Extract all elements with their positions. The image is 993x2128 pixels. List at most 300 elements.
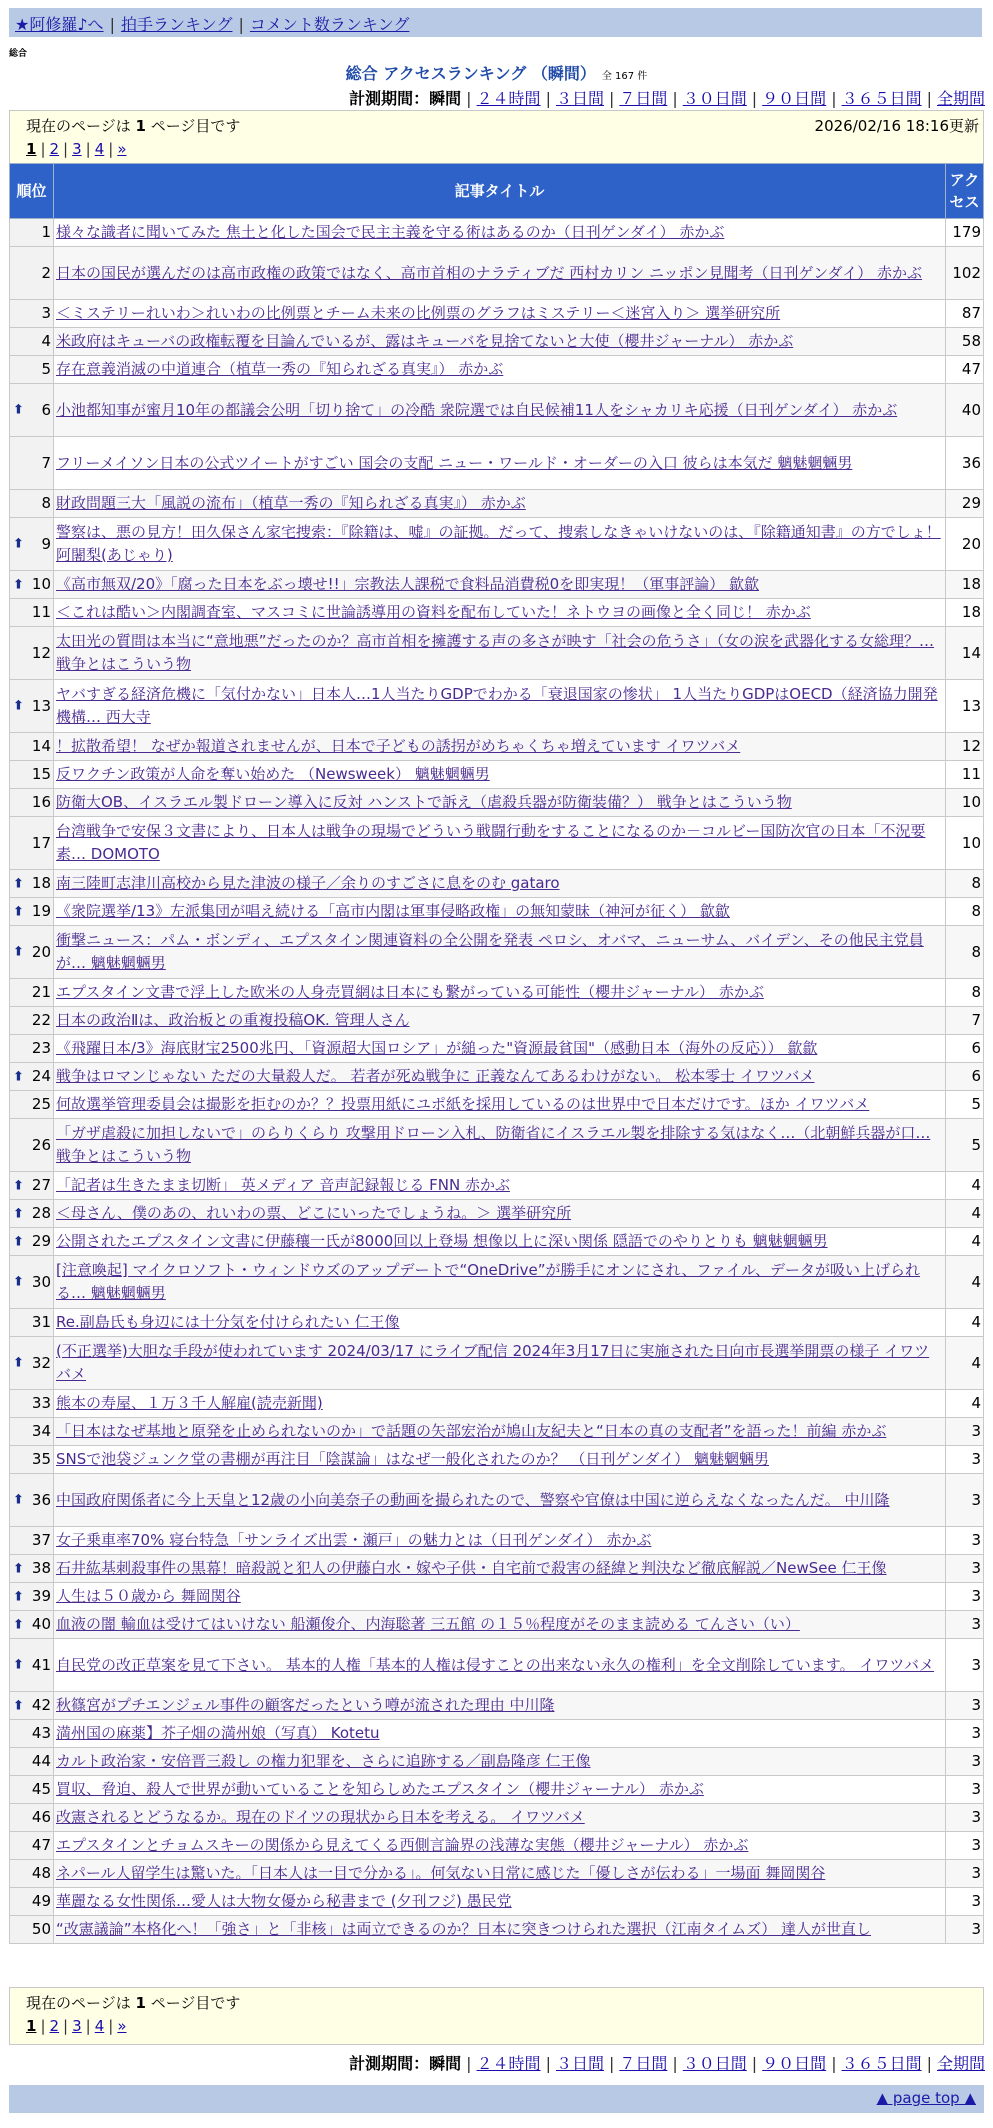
article-title-link[interactable]: 太田光の質問は本当に“意地悪”だったのか？高市首相を擁護する声の多さが映す「社会の危うさ」（女の涙を武器化する女総理？… 戦争とはこういう物 (56, 632, 935, 673)
pagination-link[interactable]: 2 (49, 2017, 60, 2035)
period-option-link[interactable]: ３６５日間 (841, 89, 922, 108)
table-row (10, 1611, 984, 1639)
period-separator: | (672, 89, 678, 108)
title-cell (54, 1888, 946, 1916)
rank-cell (10, 247, 54, 300)
table-row (10, 356, 984, 384)
access-count: 3 (946, 1639, 984, 1692)
article-title-link[interactable]: “改憲議論”本格化へ！「強さ」と「非核」は両立できるのか？日本に突きつけられた選択（江南タイムズ） 達人が世直し (56, 1920, 872, 1938)
access-count: 3 (946, 1720, 984, 1748)
article-title-link[interactable]: ＜これは酷い＞内閣調査室、マスコミに世論誘導用の資料を配布していた！ネトウヨの画像と全く同じ！ 赤かぶ (56, 603, 811, 621)
article-title-link[interactable]: 買収、脅迫、殺人で世界が動いていることを知らしめたエプスタイン（櫻井ジャーナル） 赤かぶ (56, 1780, 704, 1798)
rank-cell (10, 1228, 54, 1256)
nav-separator: | (109, 15, 115, 34)
article-title-link[interactable]: 反ワクチン政策が人命を奪い始めた （Newsweek） 魑魅魍魎男 (56, 765, 490, 783)
rank-number: 40 (31, 1615, 51, 1633)
pagination-link[interactable]: » (117, 2017, 127, 2035)
pagination-separator: | (40, 2017, 46, 2035)
title-cell (54, 1063, 946, 1091)
access-count: 3 (946, 1888, 984, 1916)
rank-up-arrow-icon: ⬆ (13, 1234, 24, 1249)
rank-cell (10, 1063, 54, 1091)
rank-number: 47 (31, 1836, 51, 1854)
table-row (10, 1474, 984, 1527)
article-title-link[interactable]: 防衛大OB、イスラエル製ドローン導入に反対 ハンストで訴え（虐殺兵器が防衛装備？） 戦争とはこういう物 (56, 793, 792, 811)
header-title: 記事タイトル (54, 164, 946, 219)
period-option-link[interactable]: ３日間 (555, 89, 604, 108)
table-row (10, 1256, 984, 1309)
table-row (10, 1555, 984, 1583)
access-count: 12 (946, 733, 984, 761)
article-title-link[interactable]: 女子乗車率70% 寝台特急「サンライズ出雲・瀬戸」の魅力とは（日刊ゲンダイ） 赤かぶ (56, 1531, 652, 1549)
access-count: 3 (946, 1748, 984, 1776)
period-option-link[interactable]: ９０日間 (762, 89, 827, 108)
title-cell (54, 1804, 946, 1832)
rank-up-arrow-icon: ⬆ (13, 1069, 24, 1084)
rank-cell (10, 1804, 54, 1832)
rank-cell (10, 627, 54, 680)
article-title-link[interactable]: 小池都知事が蜜月10年の都議会公明「切り捨て」の冷酷 衆院選では自民候補11人をシャカリキ応援（日刊ゲンダイ） 赤かぶ (56, 400, 898, 419)
rank-cell (10, 1091, 54, 1119)
rank-up-arrow-icon: ⬆ (13, 1274, 24, 1290)
article-title-link[interactable]: 改憲されるとどうなるか。現在のドイツの現状から日本を考える。 イワツバメ (56, 1808, 585, 1826)
nav-separator: | (238, 15, 244, 34)
rank-number: 28 (31, 1204, 51, 1222)
title-cell (54, 898, 946, 926)
title-cell (54, 518, 946, 571)
rank-up-arrow-icon: ⬆ (13, 1561, 24, 1576)
rank-number: 3 (41, 304, 51, 322)
access-count: 179 (946, 219, 984, 247)
current-page-post: ページ目です (150, 117, 241, 135)
title-cell (54, 1583, 946, 1611)
rank-number: 43 (31, 1724, 51, 1742)
rank-cell (10, 1583, 54, 1611)
article-title-link[interactable]: 満州国の麻薬】芥子畑の満州娘（写真） Kotetu (56, 1724, 380, 1742)
rank-up-arrow-icon: ⬆ (13, 577, 24, 592)
article-title-link[interactable]: 《高市無双/20》「腐った日本をぶっ壊せ!!」宗教法人課税で食料品消費税0を即実現！（軍事評論） 歙歙 (56, 575, 759, 593)
table-row (10, 571, 984, 599)
article-title-link[interactable]: 熊本の寿屋、１万３千人解雇(読売新聞) (56, 1394, 323, 1412)
article-title-link[interactable]: 衝撃ニュース：パム・ボンディ、エプスタイン関連資料の全公開を発表 ペロシ、オバマ、ニューサム、バイデン、その他民主党員が… 魑魅魍魎男 (56, 931, 924, 972)
rank-cell (10, 384, 54, 437)
period-option-link[interactable]: ３０日間 (682, 2054, 747, 2073)
rank-cell (10, 1309, 54, 1337)
article-title-link[interactable]: 台湾戦争で安保３文書により、日本人は戦争の現場でどういう戦闘行動をすることになるのか－コルビー国防次官の日本「不況要素… DOMOTO (56, 822, 926, 863)
title-cell (54, 1007, 946, 1035)
article-title-link[interactable]: (不正選挙)大胆な手段が使われています 2024/03/17 にライブ配信 2024年3月17日に実施された日向市長選挙開票の様子 イワツバメ (56, 1342, 930, 1383)
current-page-number: 1 (135, 1994, 146, 2012)
access-count: 3 (946, 1583, 984, 1611)
access-count: 3 (946, 1446, 984, 1474)
rank-number: 29 (31, 1232, 51, 1250)
updated-timestamp: 2026/02/16 18:16更新 (814, 117, 979, 135)
title-cell (54, 219, 946, 247)
pagination-link[interactable]: 3 (72, 2017, 82, 2035)
pagination-link[interactable]: 3 (72, 140, 82, 158)
rank-number: 39 (31, 1587, 51, 1605)
rank-number: 26 (31, 1135, 51, 1154)
page-top-link[interactable]: ▲ page top ▲ (876, 2089, 976, 2107)
rank-cell (10, 490, 54, 518)
article-title-link[interactable]: 財政問題三大「風説の流布」（植草一秀の『知られざる真実』） 赤かぶ (56, 494, 526, 512)
access-count: 4 (946, 1256, 984, 1309)
rank-number: 35 (31, 1450, 51, 1468)
access-count: 4 (946, 1228, 984, 1256)
article-title-link[interactable]: 日本の政治Ⅱは、政治板との重複投稿OK. 管理人さん (56, 1011, 410, 1029)
table-row (10, 627, 984, 680)
period-label: 計測期間： (349, 89, 430, 108)
period-separator: | (751, 89, 758, 108)
rank-cell (10, 300, 54, 328)
title-cell (54, 926, 946, 979)
article-title-link[interactable]: 警察は、悪の見方！田久保さん家宅捜索：『除籍は、嘘』の証拠。だって、捜索しなきゃいけないのは、『除籍通知書』の方でしょ！ 阿闍梨(あじゃり) (56, 523, 941, 564)
article-title-link[interactable]: ！拡散希望！ なぜか報道されませんが、日本で子どもの誘拐がめちゃくちゃ増えています イワツバメ (56, 737, 741, 755)
article-title-link[interactable]: 石井紘基刺殺事件の黒幕！暗殺説と犯人の伊藤白水・嫁や子供・自宅前で殺害の経緯と判決など徹底解説／NewSee 仁王像 (56, 1559, 887, 1577)
ranking-title: 総合 アクセスランキング （瞬間） (345, 64, 596, 83)
article-title-link[interactable]: エプスタインとチョムスキーの関係から見えてくる西側言論界の浅薄な実態（櫻井ジャーナル） 赤かぶ (56, 1836, 749, 1854)
rank-up-arrow-icon: ⬆ (13, 1492, 24, 1508)
rank-number: 41 (31, 1655, 51, 1674)
period-separator: | (545, 89, 551, 108)
title-cell (54, 1748, 946, 1776)
table-row (10, 870, 984, 898)
access-count: 8 (946, 926, 984, 979)
article-title-link[interactable]: ＜ミステリーれいわ＞れいわの比例票とチーム未来の比例票のグラフはミステリー＜迷宮入り＞ 選挙研究所 (56, 304, 781, 322)
title-cell (54, 599, 946, 627)
title-cell (54, 1611, 946, 1639)
title-cell (54, 1446, 946, 1474)
rank-number: 21 (31, 983, 51, 1001)
article-title-link[interactable]: 《飛躍日本/3》海底財宝2500兆円、「資源超大国ロシア」が縋った"資源最貧国"（感動日本（海外の反応）） 歙歙 (56, 1039, 818, 1057)
rank-number: 25 (31, 1095, 51, 1113)
article-title-link[interactable]: エプスタイン文書で浮上した欧米の人身売買網は日本にも繋がっている可能性（櫻井ジャーナル） 赤かぶ (56, 983, 764, 1001)
pagination-separator: | (108, 2017, 114, 2035)
current-page-number: 1 (135, 117, 146, 135)
title-cell (54, 1309, 946, 1337)
period-separator: | (926, 2054, 932, 2073)
rank-number: 15 (31, 765, 51, 783)
nav-link-asyura[interactable]: ★阿修羅♪へ (15, 15, 104, 34)
table-row (10, 1639, 984, 1692)
title-cell (54, 1228, 946, 1256)
period-label: 計測期間： (349, 2054, 430, 2073)
table-row (10, 1063, 984, 1091)
rank-up-arrow-icon: ⬆ (13, 1206, 24, 1221)
rank-cell (10, 1692, 54, 1720)
ranking-table (9, 163, 984, 1944)
title-cell (54, 384, 946, 437)
access-count: 4 (946, 1390, 984, 1418)
period-option-current: 瞬間 (429, 2054, 462, 2073)
period-separator: | (466, 2054, 472, 2073)
access-count: 8 (946, 898, 984, 926)
rank-cell (10, 1446, 54, 1474)
table-row (10, 490, 984, 518)
title-cell (54, 1256, 946, 1309)
article-title-link[interactable]: 人生は５０歳から 舞岡関谷 (56, 1587, 241, 1605)
article-title-link[interactable]: 公開されたエプスタイン文書に伊藤穰一氏が8000回以上登場 想像以上に深い関係 隠語でのやりとりも 魑魅魍魎男 (56, 1232, 828, 1250)
title-cell (54, 1832, 946, 1860)
page-info-bottom (9, 1987, 984, 2045)
table-row (10, 1583, 984, 1611)
period-option-link[interactable]: ７日間 (619, 2054, 668, 2073)
rank-cell (10, 817, 54, 870)
rank-cell (10, 1390, 54, 1418)
pagination-link[interactable]: » (117, 140, 127, 158)
title-cell (54, 1776, 946, 1804)
period-separator: | (672, 2054, 678, 2073)
pagination-separator: | (85, 2017, 91, 2035)
table-row (10, 1720, 984, 1748)
access-count: 6 (946, 1063, 984, 1091)
access-count: 4 (946, 1172, 984, 1200)
rank-cell (10, 1337, 54, 1390)
article-title-link[interactable]: 日本の国民が選んだのは高市政権の政策ではなく、高市首相のナラティブだ 西村カリン ニッポン見聞考（日刊ゲンダイ） 赤かぶ (56, 263, 923, 282)
rank-number: 11 (31, 603, 51, 621)
article-title-link[interactable]: [注意喚起] マイクロソフト・ウィンドウズのアップデートで“OneDrive”が勝手にオンにされ、ファイル、データが吸い上げられる… 魑魅魍魎男 (56, 1261, 920, 1302)
article-title-link[interactable]: 存在意義消滅の中道連合（植草一秀の『知られざる真実』） 赤かぶ (56, 360, 504, 378)
nav-link-applause-ranking[interactable]: 拍手ランキング (120, 15, 233, 34)
rank-cell (10, 1256, 54, 1309)
page-title (0, 61, 993, 84)
article-title-link[interactable]: 「記者は生きたまま切断」 英メディア 音声記録報じる FNN 赤かぶ (56, 1176, 510, 1194)
rank-cell (10, 733, 54, 761)
rank-cell (10, 1007, 54, 1035)
rank-number: 23 (31, 1039, 51, 1057)
title-cell (54, 356, 946, 384)
article-title-link[interactable]: Re.副島氏も身辺には十分気を付けられたい 仁王像 (56, 1313, 400, 1331)
access-count: 5 (946, 1091, 984, 1119)
article-title-link[interactable]: 血液の闇 輸血は受けてはいけない 船瀬俊介、内海聡著 三五館 の１５％程度がそのまま読める てんさい（い） (56, 1615, 800, 1633)
title-cell (54, 247, 946, 300)
current-page-post: ページ目です (150, 1994, 241, 2012)
access-count: 5 (946, 1119, 984, 1172)
footer-bar (9, 2085, 984, 2113)
pagination-separator: | (108, 140, 114, 158)
rank-number: 18 (31, 874, 51, 892)
article-title-link[interactable]: 秋篠宮がプチエンジェル事件の顧客だったという噂が流された理由 中川隆 (56, 1696, 555, 1714)
title-cell (54, 1091, 946, 1119)
pagination-current: 1 (26, 140, 37, 158)
rank-cell (10, 328, 54, 356)
pagination (26, 2017, 967, 2035)
table-row (10, 384, 984, 437)
rank-number: 37 (31, 1531, 51, 1549)
rank-number: 6 (41, 400, 51, 419)
period-option-current: 瞬間 (429, 89, 462, 108)
rank-number: 42 (31, 1696, 51, 1714)
article-title-link[interactable]: ネパール人留学生は驚いた。「日本人は一目で分かる」。何気ない日常に感じた「優しさが伝わる」一場面 舞岡関谷 (56, 1864, 826, 1882)
period-option-link[interactable]: ３６５日間 (841, 2054, 922, 2073)
access-count: 3 (946, 1916, 984, 1944)
access-count: 102 (946, 247, 984, 300)
access-count: 47 (946, 356, 984, 384)
rank-number: 36 (31, 1490, 51, 1509)
article-title-link[interactable]: 《衆院選挙/13》左派集団が唱え続ける「高市内閣は軍事侵略政権」の無知蒙昧（神河が征く） 歙歙 (56, 902, 730, 920)
table-row (10, 219, 984, 247)
period-option-link[interactable]: 全期間 (936, 89, 985, 108)
access-count: 4 (946, 1309, 984, 1337)
rank-cell (10, 356, 54, 384)
table-row (10, 680, 984, 733)
rank-up-arrow-icon: ⬆ (13, 1355, 24, 1371)
table-row (10, 1200, 984, 1228)
title-cell (54, 1720, 946, 1748)
access-count: 3 (946, 1804, 984, 1832)
access-count: 3 (946, 1832, 984, 1860)
table-row (10, 898, 984, 926)
access-count: 18 (946, 571, 984, 599)
access-count: 3 (946, 1611, 984, 1639)
access-count: 87 (946, 300, 984, 328)
article-title-link[interactable]: フリーメイソン日本の公式ツイートがすごい 国会の支配 ニュー・ワールド・オーダーの入口 彼らは本気だ 魑魅魍魎男 (56, 453, 853, 472)
period-option-link[interactable]: ３０日間 (682, 89, 747, 108)
article-title-link[interactable]: カルト政治家・安倍晋三殺し の権力犯罪を、さらに追跡する／副島隆彦 仁王像 (56, 1752, 591, 1770)
pagination-link[interactable]: 2 (49, 140, 60, 158)
rank-up-arrow-icon: ⬆ (13, 1698, 24, 1713)
table-row (10, 1007, 984, 1035)
period-separator: | (831, 89, 837, 108)
table-row (10, 926, 984, 979)
rank-cell (10, 761, 54, 789)
rank-number: 16 (31, 793, 51, 811)
period-option-link[interactable]: ３日間 (555, 2054, 604, 2073)
current-page-pre: 現在のページは (26, 117, 131, 135)
access-count: 6 (946, 1035, 984, 1063)
period-option-link[interactable]: 全期間 (936, 2054, 985, 2073)
article-title-link[interactable]: 自民党の改正草案を見て下さい。 基本的人権「基本的人権は侵すことの出来ない永久の権利」を全文削除しています。 イワツバメ (56, 1655, 935, 1674)
table-row (10, 1776, 984, 1804)
rank-number: 10 (31, 575, 51, 593)
article-title-link[interactable]: ＜母さん、僕のあの、れいわの票、どこにいったでしょうね。＞ 選挙研究所 (56, 1204, 572, 1222)
rank-number: 1 (41, 223, 51, 241)
table-row (10, 1172, 984, 1200)
access-count: 29 (946, 490, 984, 518)
rank-number: 48 (31, 1864, 51, 1882)
period-separator: | (831, 2054, 837, 2073)
pagination-separator: | (63, 2017, 69, 2035)
rank-up-arrow-icon: ⬆ (13, 1617, 24, 1632)
rank-number: 7 (41, 453, 51, 472)
table-row (10, 817, 984, 870)
table-row (10, 1888, 984, 1916)
rank-number: 32 (31, 1353, 51, 1372)
rank-number: 2 (41, 263, 51, 282)
rank-up-arrow-icon: ⬆ (13, 904, 24, 919)
period-option-link[interactable]: ２４時間 (476, 89, 541, 108)
table-row (10, 1309, 984, 1337)
nav-link-comment-ranking[interactable]: コメント数ランキング (249, 15, 410, 34)
pagination-separator: | (63, 140, 69, 158)
table-row (10, 1446, 984, 1474)
rank-number: 30 (31, 1272, 51, 1291)
article-title-link[interactable]: 南三陸町志津川高校から見た津波の様子／余りのすごさに息をのむ gataro (56, 874, 560, 892)
period-separator: | (608, 2054, 615, 2073)
rank-number: 33 (31, 1394, 51, 1412)
rank-up-arrow-icon: ⬆ (13, 944, 24, 960)
title-cell (54, 733, 946, 761)
pagination-current: 1 (26, 2017, 37, 2035)
title-cell (54, 627, 946, 680)
rank-cell (10, 1474, 54, 1527)
article-title-link[interactable]: 米政府はキューバの政権転覆を目論んでいるが、露はキューバを見捨てないと大使（櫻井ジャーナル） 赤かぶ (56, 332, 794, 350)
article-title-link[interactable]: 中国政府関係者に今上天皇と12歳の小向美奈子の動画を撮られたので、警察や官僚は中国に逆らえなくなったんだ。 中川隆 (56, 1490, 890, 1509)
article-title-link[interactable]: 華麗なる女性関係…愛人は大物女優から秘書まで (夕刊フジ) 愚民党 (56, 1892, 512, 1910)
pagination-separator: | (40, 140, 46, 158)
table-row (10, 1527, 984, 1555)
rank-cell (10, 1611, 54, 1639)
rank-cell (10, 599, 54, 627)
article-title-link[interactable]: 「ガザ虐殺に加担しないで」のらりくらり 攻撃用ドローン入札、防衛省にイスラエル製を排除する気はなく…（北朝鮮兵器が口… 戦争とはこういう物 (56, 1124, 931, 1165)
article-title-link[interactable]: 様々な識者に聞いてみた 焦土と化した国会で民主主義を守る術はあるのか（日刊ゲンダイ） 赤かぶ (56, 223, 725, 241)
rank-cell (10, 979, 54, 1007)
table-row (10, 1832, 984, 1860)
rank-number: 9 (41, 534, 51, 553)
table-row (10, 1390, 984, 1418)
title-cell (54, 1692, 946, 1720)
article-title-link[interactable]: 「日本はなぜ基地と原発を止められないのか」で話題の矢部宏治が鳩山友紀夫と“日本の真の支配者”を語った！前編 赤かぶ (56, 1422, 887, 1440)
rank-number: 13 (31, 696, 51, 715)
rank-number: 45 (31, 1780, 51, 1798)
period-option-link[interactable]: ７日間 (619, 89, 668, 108)
title-cell (54, 979, 946, 1007)
title-cell (54, 1172, 946, 1200)
table-row (10, 1804, 984, 1832)
rank-cell (10, 437, 54, 490)
rank-number: 34 (31, 1422, 51, 1440)
period-option-link[interactable]: ２４時間 (476, 2054, 541, 2073)
rank-cell (10, 571, 54, 599)
rank-up-arrow-icon: ⬆ (13, 1589, 24, 1604)
access-count: 3 (946, 1418, 984, 1446)
title-cell (54, 1474, 946, 1527)
article-title-link[interactable]: SNSで池袋ジュンク堂の書棚が再注目「陰謀論」はなぜ一般化されたのか？ （日刊ゲンダイ） 魑魅魍魎男 (56, 1450, 770, 1468)
pagination-link[interactable]: 4 (94, 2017, 105, 2035)
rank-cell (10, 680, 54, 733)
table-header-row (10, 164, 984, 219)
page-info-top (9, 110, 984, 168)
rank-number: 46 (31, 1808, 51, 1826)
article-title-link[interactable]: 戦争はロマンじゃない ただの大量殺人だ。 若者が死ぬ戦争に 正義なんてあるわけがない。 松本零士 イワツバメ (56, 1067, 815, 1085)
access-count: 13 (946, 680, 984, 733)
top-navigation-bar (9, 8, 982, 37)
table-row (10, 300, 984, 328)
access-count: 8 (946, 979, 984, 1007)
table-row (10, 599, 984, 627)
title-cell (54, 680, 946, 733)
period-option-link[interactable]: ９０日間 (762, 2054, 827, 2073)
access-count: 3 (946, 1776, 984, 1804)
article-title-link[interactable]: 何故選挙管理委員会は撮影を拒むのか？？投票用紙にユポ紙を採用しているのは世界中で日本だけです。ほか イワツバメ (56, 1095, 870, 1113)
rank-up-arrow-icon: ⬆ (13, 876, 24, 891)
table-row (10, 1860, 984, 1888)
article-title-link[interactable]: ヤバすぎる経済危機に「気付かない」日本人…1人当たりGDPでわかる「衰退国家の惨状」 1人当たりGDPはOECD（経済協力開発機構… 西大寺 (56, 685, 938, 726)
pagination-link[interactable]: 4 (94, 140, 105, 158)
table-row (10, 247, 984, 300)
period-separator: | (751, 2054, 758, 2073)
access-count: 11 (946, 761, 984, 789)
rank-cell (10, 1200, 54, 1228)
title-cell (54, 789, 946, 817)
title-cell (54, 571, 946, 599)
period-selector-top (349, 86, 985, 109)
rank-cell (10, 1776, 54, 1804)
title-cell (54, 437, 946, 490)
rank-cell (10, 1748, 54, 1776)
access-count: 3 (946, 1527, 984, 1555)
pagination (26, 140, 967, 158)
